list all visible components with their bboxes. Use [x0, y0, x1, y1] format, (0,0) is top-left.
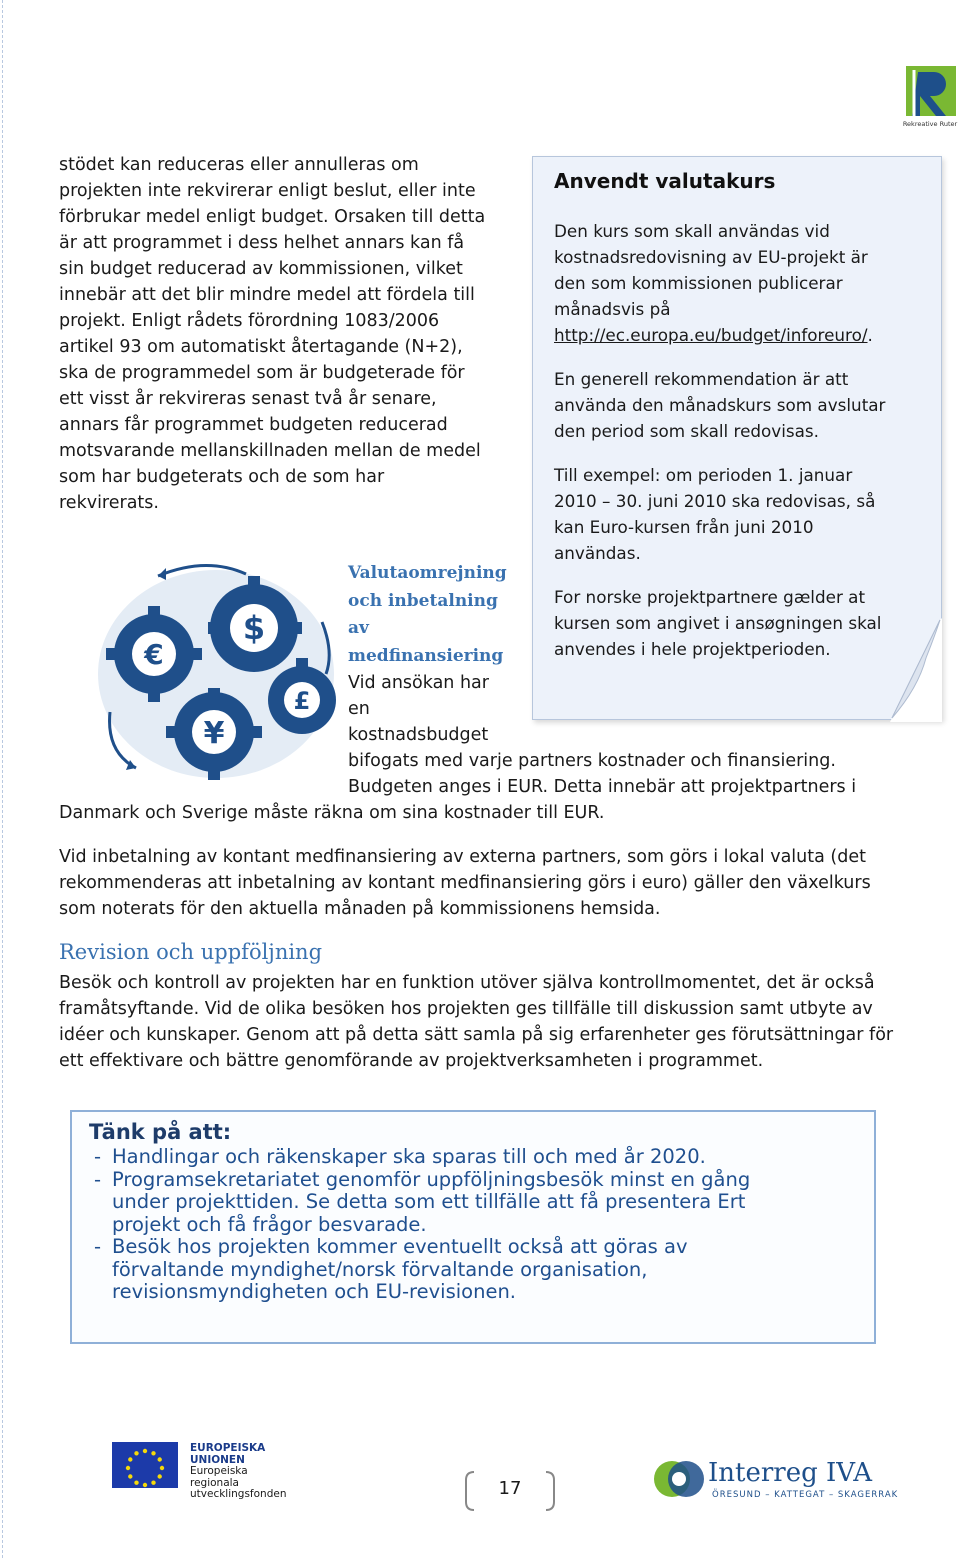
- text-line: som noterats för den aktuella månaden på kommissionens hemsida.: [59, 899, 661, 919]
- callout-text-line: Till exempel: om perioden 1. januar: [554, 465, 853, 485]
- valutakurs-callout: [532, 156, 942, 720]
- svg-text:¥: ¥: [203, 716, 225, 751]
- svg-text:£: £: [293, 687, 311, 715]
- callout-text-line: användas.: [554, 543, 641, 563]
- think-box-item: [90, 1146, 750, 1169]
- text-line: Vid inbetalning av kontant medfinansiering av externa partners, som görs i lokal valuta (det: [59, 847, 866, 867]
- text-line: sin budget reducerad av kommissionen, vilket: [59, 259, 463, 279]
- inbetalning-paragraph: [59, 844, 871, 922]
- revision-paragraph: [59, 970, 893, 1074]
- text-line: en: [348, 699, 370, 719]
- text-line: framåtsyftande. Vid de olika besöken hos projekten ges tillfälle till diskussion samt utbyte av: [59, 999, 873, 1019]
- text-line: förbrukar medel enligt budget. Orsaken till detta: [59, 207, 486, 227]
- kostnadsbudget-paragraph: [348, 670, 856, 800]
- text-line: som har budgeterats och de som har: [59, 467, 385, 487]
- eu-label-line: utvecklingsfonden: [190, 1488, 287, 1500]
- text-line: ska de programmedel som är budgeterade för: [59, 363, 465, 383]
- svg-text:€: €: [144, 638, 164, 671]
- valutaomrejning-heading: [348, 560, 507, 670]
- text-line: idéer och kunskaper. Genom att på detta sätt samla på sig erfarenheter ges förutsättningar för: [59, 1025, 894, 1045]
- callout-text-line: använda den månadskurs som avslutar: [554, 395, 886, 415]
- think-box-title: Tänk på att:: [89, 1120, 232, 1144]
- currency-gears-illustration: [96, 562, 336, 784]
- revision-heading: Revision och uppföljning: [59, 940, 323, 964]
- callout-text-line: For norske projektpartnere gælder at: [554, 587, 866, 607]
- think-box-item-line: - Besök hos projekten kommer eventuellt också att göras av: [112, 1235, 688, 1258]
- heading-line: och inbetalning: [348, 590, 498, 611]
- text-line: stödet kan reduceras eller annulleras om: [59, 155, 419, 175]
- callout-paragraph-3: [554, 462, 875, 566]
- callout-text-line: anvendes i hele projektperioden.: [554, 639, 831, 659]
- text-line: bifogats med varje partners kostnader och finansiering.: [348, 751, 836, 771]
- text-line: kostnadsbudget: [348, 725, 489, 745]
- text-line: Vid ansökan har: [348, 673, 489, 693]
- eu-flag-icon: [112, 1442, 178, 1488]
- callout-paragraph-1: Den kurs som skall användas vid kostnadsredovisning av EU-projekt är den som kommissionen publicerar månadsvis på http://ec.europa.eu/budget/inforeuro/.: [554, 218, 873, 348]
- eu-fund-label: [190, 1443, 286, 1501]
- text-line: Besök och kontroll av projekten har en funktion utöver själva kontrollmomentet, det är också: [59, 973, 875, 993]
- text-line: projekt. Enligt rådets förordning 1083/2006: [59, 311, 440, 331]
- callout-paragraph-4: [554, 584, 881, 662]
- think-box-list: [90, 1146, 750, 1304]
- callout-text-line: kursen som angivet i ansøgningen skal: [554, 613, 882, 633]
- callout-text-line: En generell rekommendation är att: [554, 369, 849, 389]
- callout-text-line: kan Euro-kursen från juni 2010: [554, 517, 814, 537]
- text-line: rekommenderas att inbetalning av kontant medfinansiering görs i euro) gäller den växelkurs: [59, 873, 871, 893]
- interreg-emblem-icon: [652, 1456, 706, 1502]
- text-line: är att programmet i dess helhet annars kan få: [59, 233, 465, 253]
- callout-paragraph-2: [554, 366, 885, 444]
- think-box-item-line: projekt och få frågor besvarade.: [112, 1212, 427, 1236]
- think-box-item-line: - Handlingar och räkenskaper ska sparas till och med år 2020.: [112, 1145, 706, 1168]
- text-line: innebär att det blir mindre medel att fördela till: [59, 285, 475, 305]
- think-about-box: [70, 1110, 876, 1344]
- callout-title: Anvendt valutakurs: [554, 169, 776, 193]
- heading-line: Valutaomrejning: [348, 563, 507, 583]
- text-line: annars får programmet budgeten reducerad: [59, 415, 448, 435]
- think-box-item: [90, 1236, 750, 1304]
- callout-text-line: den period som skall redovisas.: [554, 421, 820, 441]
- text-line: motsvarande mellanskillnaden mellan de medel: [59, 441, 481, 461]
- heading-line: av: [348, 618, 369, 638]
- think-box-item-line: revisionsmyndigheten och EU-revisionen.: [112, 1280, 516, 1303]
- think-box-item-line: förvaltande myndighet/norsk förvaltande organisation,: [112, 1257, 648, 1281]
- page-number: 17: [460, 1468, 560, 1514]
- page-margin-line: [2, 0, 3, 1558]
- callout-text-line: 2010 – 30. juni 2010 ska redovisas, så: [554, 491, 876, 511]
- interreg-logo: Interreg IVA ÖRESUND – KATTEGAT – SKAGERRAK: [652, 1456, 910, 1504]
- callout-text-line: Den kurs som skall användas vid: [554, 221, 830, 241]
- eu-label-line: Europeiska: [190, 1465, 248, 1477]
- callout-text-line: kostnadsredovisning av EU-projekt är: [554, 247, 868, 267]
- eu-label-line: EUROPEISKA: [190, 1442, 266, 1454]
- kostnadsbudget-last-line: Danmark och Sverige måste räkna om sina kostnader till EUR.: [59, 803, 605, 823]
- think-box-item: [90, 1169, 750, 1237]
- rekvirering-paragraph: [59, 152, 485, 516]
- heading-line: medfinansiering: [348, 645, 504, 666]
- callout-text-line: den som kommissionen publicerar: [554, 273, 843, 293]
- text-line: ett visst år rekvireras senast två år senare,: [59, 389, 437, 409]
- svg-text:Rekreative Ruter: Rekreative Ruter: [902, 120, 958, 128]
- callout-text-line: månadsvis på: [554, 299, 671, 319]
- svg-text:$: $: [242, 609, 266, 647]
- inforeuro-link[interactable]: http://ec.europa.eu/budget/inforeuro/: [554, 325, 868, 345]
- callout-page-curl: [888, 618, 943, 722]
- eu-label-line: regionala: [190, 1476, 239, 1489]
- eu-label-line: UNIONEN: [190, 1453, 245, 1466]
- text-line: projekten inte rekvirerar enligt beslut, eller inte: [59, 181, 476, 201]
- think-box-item-line: - Programsekretariatet genomför uppföljningsbesök minst en gång: [112, 1167, 751, 1191]
- text-line: rekvirerats.: [59, 493, 159, 513]
- think-box-item-line: under projekttiden. Se detta som ett tillfälle att få presentera Ert: [112, 1190, 746, 1213]
- text-line: ett effektivare och bättre genomförande av projektverksamheten i programmet.: [59, 1051, 764, 1071]
- text-line: artikel 93 om automatiskt återtagande (N+2),: [59, 337, 463, 357]
- text-line: Budgeten anges i EUR. Detta innebär att projektpartners i: [348, 777, 857, 797]
- rekreative-ruter-logo: [902, 64, 958, 130]
